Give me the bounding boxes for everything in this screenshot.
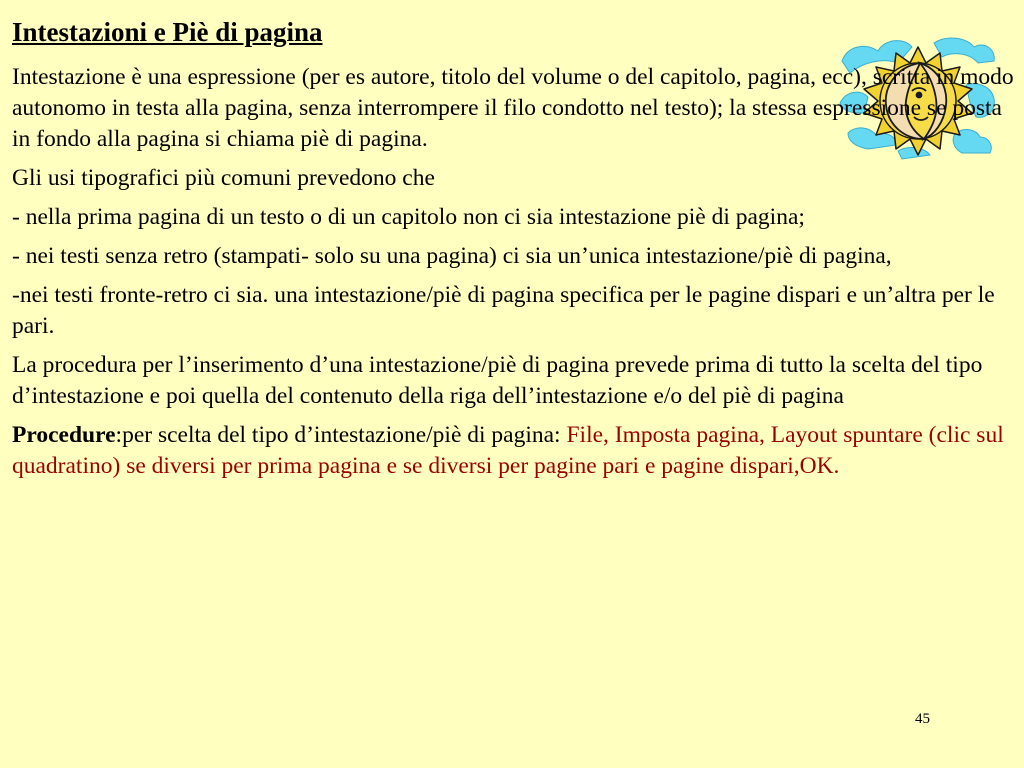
- paragraph-definition: Intestazione è una espressione (per es autore, titolo del volume o del capitolo, pagina, ecc), scritta in modo autonomo in testa alla pagina, senza interrompere il filo condotto nel testo); la stessa espressione se posta in fondo alla pagina si chiama piè di pagina.: [12, 64, 1014, 152]
- procedure-text: :per scelta del tipo d’intestazione/piè di pagina:: [115, 422, 567, 448]
- paragraph-single-sided-rule: - nei testi senza retro (stampati- solo su una pagina) ci sia un’unica intestazione/piè di pagina,: [12, 243, 892, 269]
- paragraph-usage-intro: Gli usi tipografici più comuni prevedono che: [12, 165, 435, 191]
- paragraph-procedure-intro: La procedura per l’inserimento d’una intestazione/piè di pagina prevede prima di tutto la scelta del tipo d’intestazione e poi quella del contenuto della riga dell’intestazione e/o del piè di pagina: [12, 352, 983, 409]
- page-number: 45: [915, 711, 930, 727]
- procedure-label: Procedure: [12, 422, 116, 448]
- procedure-menu-path: File, Imposta pagina, Layout spuntare (clic sul quadratino) se diversi per prima pagina e se diversi per pagine pari e pagine dispari,OK.: [12, 422, 1004, 479]
- paragraph-first-page-rule: - nella prima pagina di un testo o di un capitolo non ci sia intestazione piè di pagina;: [12, 204, 805, 230]
- slide-body: [12, 62, 1017, 490]
- paragraph-double-sided-rule: -nei testi fronte-retro ci sia. una intestazione/piè di pagina specifica per le pagine dispari e un’altra per le pari.: [12, 282, 995, 339]
- paragraph-procedure: [12, 420, 1017, 482]
- slide-title: Intestazioni e Piè di pagina: [12, 17, 323, 47]
